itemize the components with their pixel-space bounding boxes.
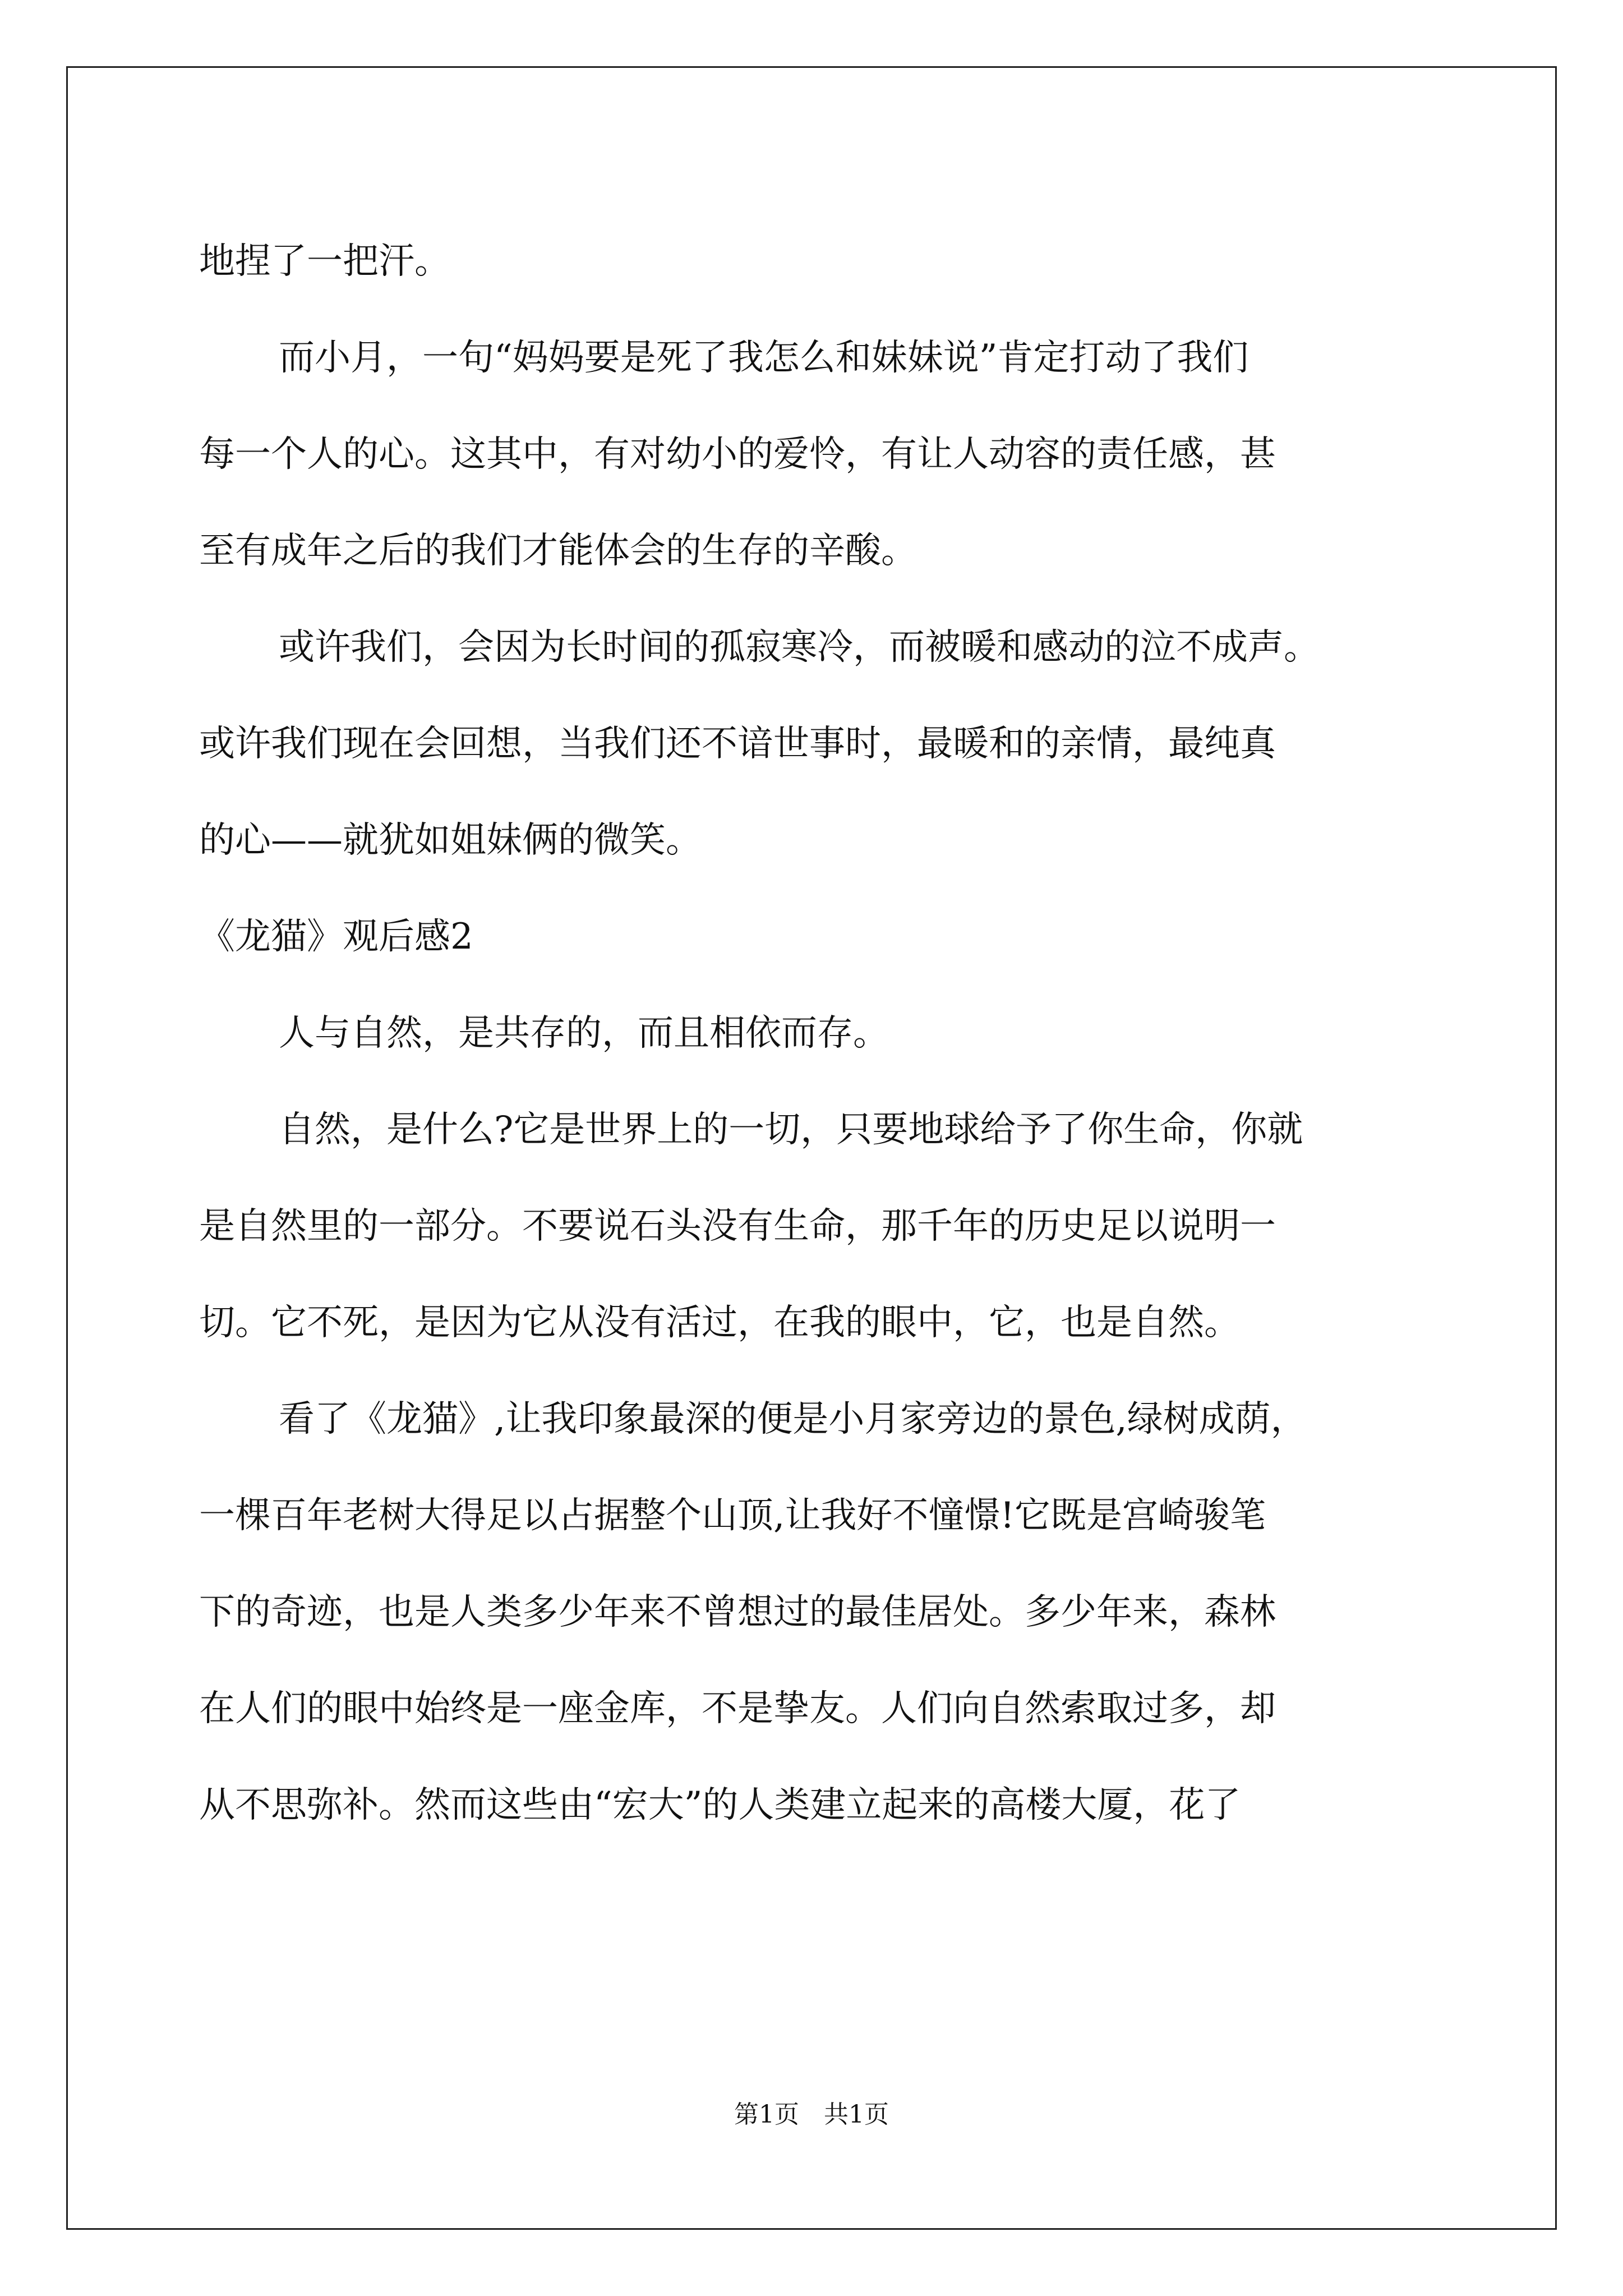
paragraph-line: 看了《龙猫》,让我印象最深的便是小月家旁边的景色,绿树成荫， [279, 1398, 1307, 1440]
document-body [199, 213, 1433, 1853]
paragraph-line: 或许我们，会因为长时间的孤寂寒冷，而被暖和感动的泣不成声。 [279, 627, 1320, 668]
paragraph-line: 每一个人的心。这其中，有对幼小的爱怜，有让人动容的责任感，甚 [199, 434, 1276, 475]
paragraph-line: 下的奇迹，也是人类多少年来不曾想过的最佳居处。多少年来，森林 [199, 1591, 1276, 1633]
paragraph-line: 的心——就犹如姐妹俩的微笑。 [199, 820, 702, 861]
paragraph-line: 一棵百年老树大得足以占据整个山顶,让我好不憧憬!它既是宫崎骏笔 [199, 1495, 1266, 1536]
paragraph-line: 切。它不死，是因为它从没有活过，在我的眼中，它，也是自然。 [199, 1302, 1240, 1343]
section-title: 《龙猫》观后感2 [199, 916, 473, 958]
paragraph-line: 地捏了一把汗。 [199, 241, 450, 282]
paragraph-line: 自然，是什么?它是世界上的一切，只要地球给予了你生命，你就 [279, 1109, 1303, 1151]
paragraph-line: 人与自然，是共存的，而且相依而存。 [279, 1013, 889, 1054]
paragraph-line: 在人们的眼中始终是一座金库，不是挚友。人们向自然索取过多，却 [199, 1688, 1276, 1729]
paragraph-line: 是自然里的一部分。不要说石头没有生命，那千年的历史足以说明一 [199, 1205, 1276, 1247]
paragraph-line: 或许我们现在会回想，当我们还不谙世事时，最暖和的亲情，最纯真 [199, 723, 1276, 765]
paragraph-line: 从不思弥补。然而这些由“宏大”的人类建立起来的高楼大厦，花了 [199, 1784, 1241, 1826]
paragraph-line: 至有成年之后的我们才能体会的生存的辛酸。 [199, 530, 917, 572]
page-footer: 第1页 共1页 [734, 2100, 889, 2129]
paragraph-line: 而小月，一句“妈妈要是死了我怎么和妹妹说”肯定打动了我们 [279, 337, 1249, 379]
